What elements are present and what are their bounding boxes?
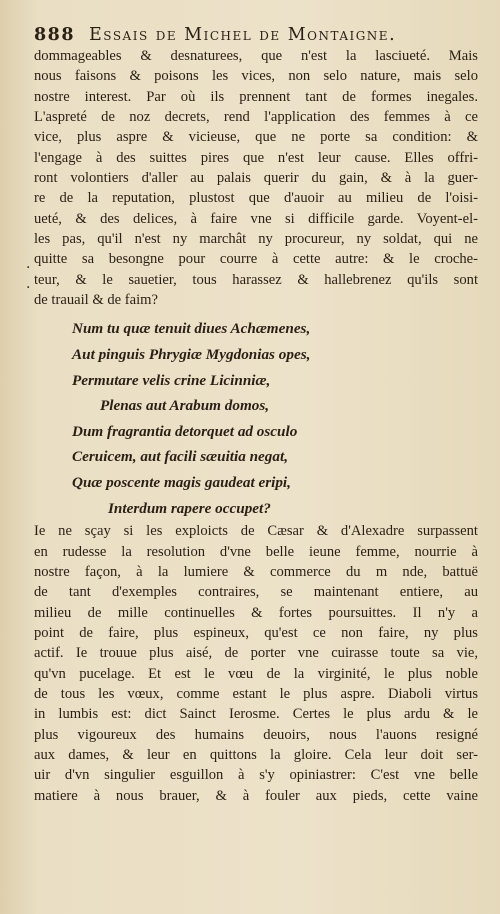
text-line: nostre interest. Par où ils prennent tant de formes inegales. [34, 88, 478, 105]
verse-line: Plenas aut Arabum domos, [100, 397, 270, 415]
text-line: nostre façon, à la lumiere & commerce du m nde, battuë [34, 563, 478, 580]
verse-line: Quæ poscente magis gaudeat eripi, [72, 474, 291, 492]
text-line: de trauail & de faim? [34, 292, 158, 309]
text-line: ront volontiers d'aller au palais querir du gain, & à la guer- [34, 170, 478, 187]
verse-line: Num tu quæ tenuit diues Achæmenes, [72, 320, 311, 338]
text-line: les pas, qu'il n'est ny marchât ny procureur, ny soldat, qui ne [34, 231, 478, 248]
verse-line: Permutare velis crine Licinniæ, [72, 371, 271, 389]
verse-line: Dum fragrantia detorquet ad osculo [72, 422, 298, 440]
verse-line: Interdum rapere occupet? [108, 499, 271, 517]
text-line: actif. Ie trouue plus aisé, de porter vne cuirasse toute sa vie, [34, 645, 478, 662]
text-line: nous faisons & poisons les vices, non selo nature, mais selo [34, 68, 478, 85]
text-line: de tant d'exemples contraires, se maintenant entiere, au [34, 584, 478, 601]
verse-line: Aut pinguis Phrygiæ Mygdonias opes, [72, 346, 311, 364]
text-line: plus vigoureux des humains deuoirs, nous l'auons resigné [34, 726, 478, 743]
text-line: aux dames, & leur en quittons la gloire. Cela leur doit ser- [34, 747, 478, 763]
paragraph-1 [34, 46, 478, 310]
text-line: ueté, & des delices, à faire vne si difficile garde. Voyent-el- [34, 210, 478, 227]
running-title: Essais de Michel de Montaigne. [89, 25, 397, 45]
verse-line: Ceruicem, aut facili sæuitia negat, [72, 448, 289, 466]
text-line: de tous les vœux, comme estant le plus aspre. Diaboli virtus [34, 685, 478, 702]
margin-dot-mark: · [26, 280, 31, 296]
text-line: quitte sa besongne pour courre à cette autre: & le croche- [34, 251, 478, 268]
latin-verse [34, 316, 478, 521]
text-line: en rudesse la resolution d'vne belle ieune femme, nourrie à [34, 543, 478, 560]
text-line: in lumbis est: dict Sainct Ierosme. Certes le plus ardu & le [34, 706, 478, 723]
margin-dot-mark: · [26, 260, 31, 276]
text-line: milieu de mille continuelles & fortes poursuittes. Il n'y a [34, 604, 478, 621]
text-line: Ie ne sçay si les exploicts de Cæsar & d'Alexadre surpassent [34, 523, 478, 540]
page-header [34, 24, 478, 46]
text-line: vice, plus aspre & vicieuse, que ne porte sa condition: & [34, 129, 478, 146]
text-line: matiere à nous brauer, & à fouler aux pieds, cette vaine [34, 787, 478, 804]
margin-marks [26, 258, 30, 298]
text-line: teur, & le sauetier, tous harassez & hallebrenez qu'ils sont [34, 271, 478, 288]
text-line: re de la reputation, plustost que d'auoir au milieu de l'oisi- [34, 190, 478, 207]
page-number: 888 [34, 25, 76, 45]
paragraph-2 [34, 521, 478, 806]
text-line: l'engage à des suittes pires que n'est leur cause. Elles offri- [34, 149, 478, 166]
text-line: L'aspreté de noz decrets, rend l'application des femmes à ce [34, 109, 478, 126]
text-line: uir d'vn singulier esguillon à s'y opiniastrer: C'est vne belle [34, 767, 478, 784]
text-line: dommageables & desnaturees, que n'est la lasciueté. Mais [34, 48, 478, 64]
text-line: qu'vn pucelage. Et est le vœu de la virginité, le plus noble [34, 665, 478, 682]
text-line: point de faire, plus espineux, qu'est ce non faire, ny plus [34, 624, 478, 641]
